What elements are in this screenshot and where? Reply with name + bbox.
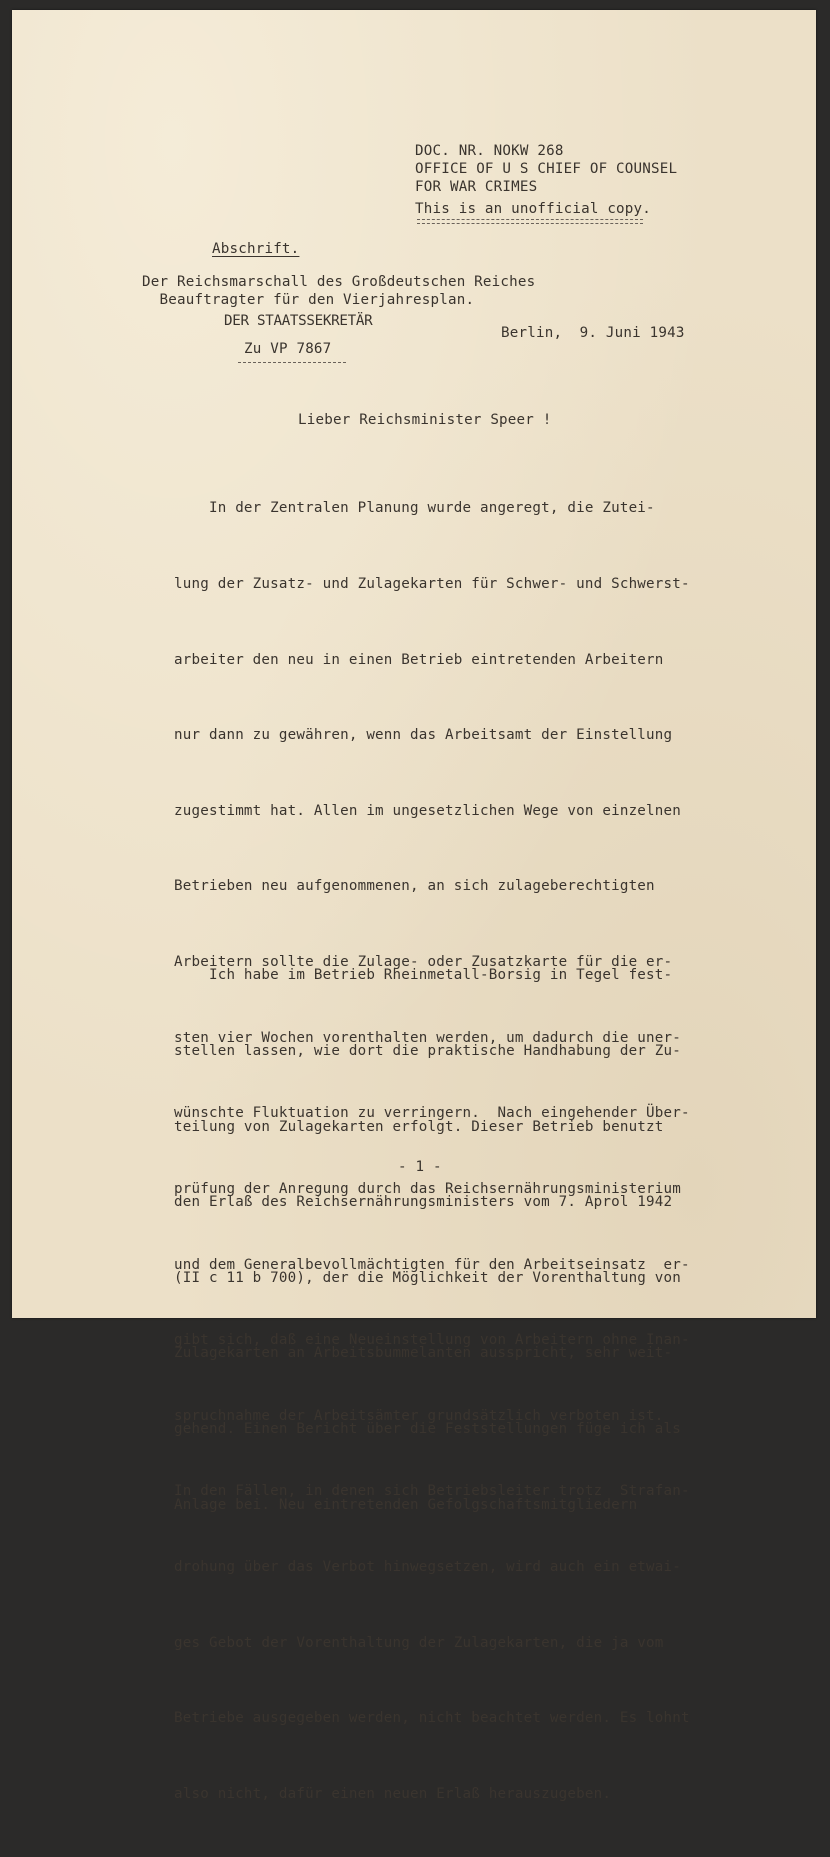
header-line: FOR WAR CRIMES <box>415 179 538 195</box>
text-line: Betriebe ausgegeben werden, nicht beachtet werden. Es lohnt <box>174 1710 690 1727</box>
text-line: lung der Zusatz- und Zulagekarten für Schwer- und Schwerst- <box>174 576 690 593</box>
header-line: DOC. NR. NOKW 268 <box>415 143 564 159</box>
text-line: In der Zentralen Planung wurde angeregt, die Zutei- <box>174 500 655 517</box>
text-line: In den Fällen, in denen sich Betriebsleiter trotz Strafan- <box>174 1483 690 1500</box>
text-line: prüfung der Anregung durch das Reichsernährungsministerium <box>174 1180 682 1197</box>
unofficial-copy-note: This is an unofficial copy. <box>415 201 652 217</box>
text-line: gehend. Einen Bericht über die Feststellungen füge ich als <box>174 1421 682 1438</box>
text-line: Anlage bei. Neu eintretenden Gefolgschaftsmitgliedern <box>174 1496 638 1513</box>
text-line: Arbeitern sollte die Zulage- oder Zusatzkarte für die er- <box>174 954 673 971</box>
header-divider <box>417 223 643 224</box>
text-line: zugestimmt hat. Allen im ungesetzlichen Wege von einzelnen <box>174 802 682 819</box>
text-line: sten vier Wochen vorenthalten werden, um dadurch die uner- <box>174 1029 682 1046</box>
text-line: gibt sich, daß eine Neueinstellung von Arbeitern ohne Inan- <box>174 1332 690 1349</box>
text-line: drohung über das Verbot hinwegsetzen, wird auch ein etwai- <box>174 1558 682 1575</box>
paragraph-2 <box>174 913 681 1568</box>
text-line: wünschte Fluktuation zu verringern. Nach eingehender Über- <box>174 1105 690 1122</box>
document-page <box>12 10 816 1802</box>
sender-address <box>142 273 535 309</box>
address-line: Beauftragter für den Vierjahresplan. <box>142 292 475 308</box>
text-line: arbeiter den neu in einen Betrieb eintretenden Arbeitern <box>174 651 664 668</box>
abschrift-label: Abschrift. <box>212 241 300 257</box>
text-line: Zulagekarten an Arbeitsbummelanten ausspricht, sehr weit- <box>174 1345 673 1362</box>
text-line: stellen lassen, wie dort die praktische Handhabung der Zu- <box>174 1043 682 1060</box>
text-line: Ich habe im Betrieb Rheinmetall-Borsig in Tegel fest- <box>174 967 673 984</box>
text-line: spruchnahme der Arbeitsämter grundsätzlich verboten ist. <box>174 1407 664 1424</box>
reference-number: Zu VP 7867 <box>244 341 332 357</box>
text-line: teilung von Zulagekarten erfolgt. Dieser Betrieb benutzt <box>174 1118 664 1135</box>
text-line: also nicht, dafür einen neuen Erlaß herauszugeben. <box>174 1785 612 1802</box>
letter-date: Berlin, 9. Juni 1943 <box>501 325 685 341</box>
document-header <box>415 142 677 196</box>
text-line: nur dann zu gewähren, wenn das Arbeitsamt der Einstellung <box>174 727 673 744</box>
text-line: und dem Generalbevollmächtigten für den Arbeitseinsatz er- <box>174 1256 690 1273</box>
reference-divider <box>238 362 346 363</box>
text-line: den Erlaß des Reichsernährungsministers vom 7. Aprol 1942 <box>174 1194 673 1211</box>
header-line: OFFICE OF U S CHIEF OF COUNSEL <box>415 161 678 177</box>
text-line: ges Gebot der Vorenthaltung der Zulagekarten, die ja vom <box>174 1634 664 1651</box>
page-number: - 1 - <box>398 1159 442 1175</box>
salutation: Lieber Reichsminister Speer ! <box>298 412 552 428</box>
address-line: Der Reichsmarschall des Großdeutschen Reiches <box>142 274 536 290</box>
header-divider <box>417 219 643 220</box>
staatssekretaer-title: DER STAATSSEKRETÄR <box>224 313 373 329</box>
text-line: (II c 11 b 700), der die Möglichkeit der Vorenthaltung von <box>174 1269 682 1286</box>
text-line: Betrieben neu aufgenommenen, an sich zulageberechtigten <box>174 878 655 895</box>
